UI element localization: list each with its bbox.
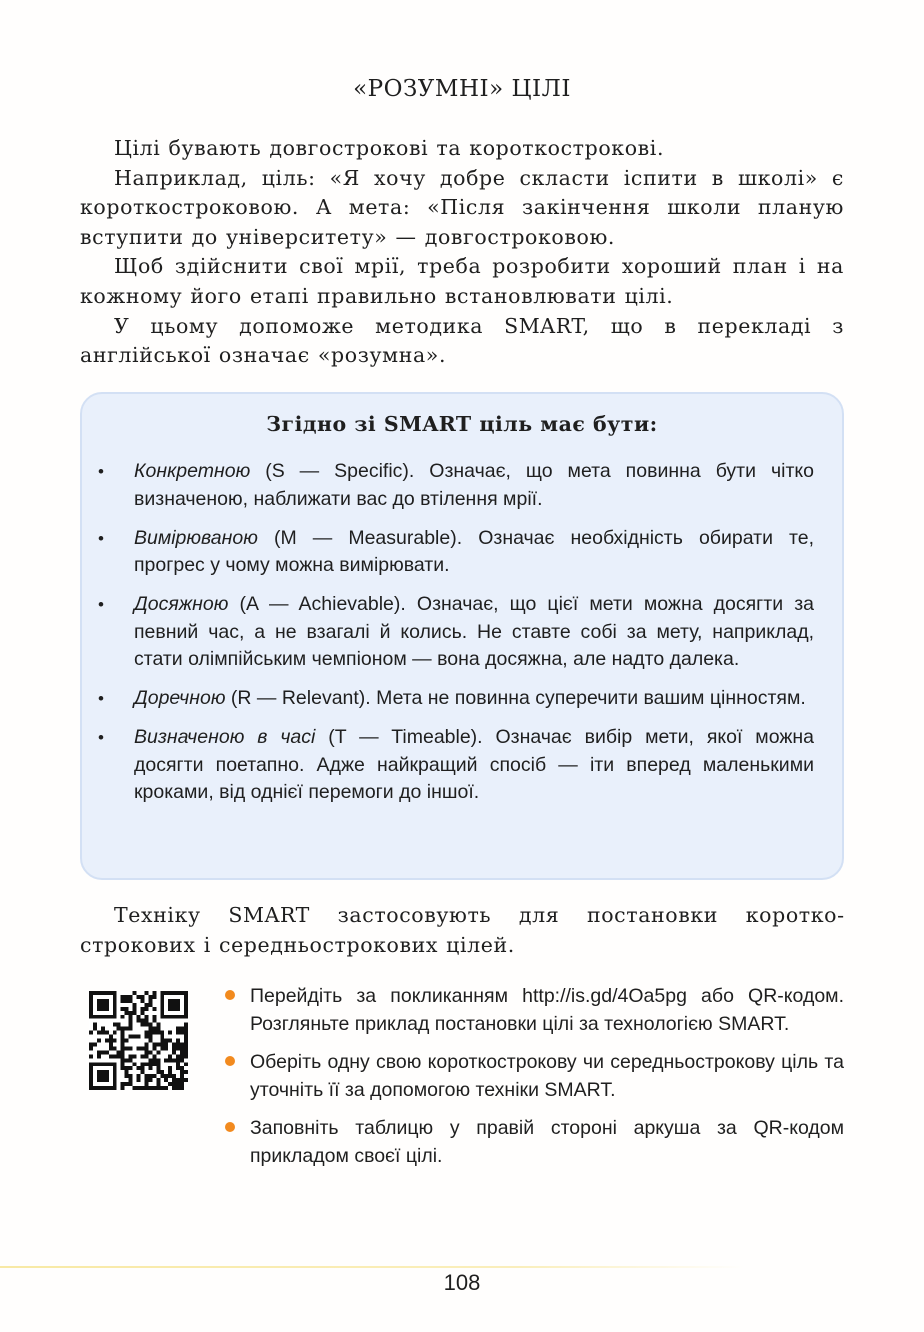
smart-criterion-specific xyxy=(98,458,814,513)
criterion-description: (A — Achievable). Означає, що цієї мети можна досягти за певний час, а не взагалі й колись. Не ставте собі за мету, наприклад, стати олімпійським чемпіоном — вона досяжна, але надто далека. xyxy=(134,593,814,670)
criterion-description: (M — Measurable). Означає необхідність обирати те, прогрес у чому можна вимірювати. xyxy=(134,526,814,576)
intro-paragraph: Наприклад, ціль: «Я хочу добре скласти іспити в школі» є короткостроковою. А мета: «Після закінчення школи планую вступити до університету» — довгостроковою. xyxy=(80,165,844,249)
footer-rule xyxy=(0,1266,744,1268)
task-item xyxy=(250,983,844,1038)
orange-bullet-icon xyxy=(225,1056,235,1066)
task-text: Заповніть таблицю у правій стороні аркуша за QR-кодом прикладом своєї цілі. xyxy=(250,1117,844,1167)
criterion-term: Визначеною в часі xyxy=(134,726,316,748)
smart-box-title: Згідно зі SMART ціль має бути: xyxy=(266,412,658,436)
orange-bullet-icon xyxy=(225,990,235,1000)
bullet-icon: • xyxy=(98,528,104,548)
smart-criteria-box xyxy=(80,392,844,880)
smart-criterion-timeable xyxy=(98,724,814,807)
task-item xyxy=(250,1115,844,1170)
criterion-term: Вимірюваною xyxy=(134,526,258,549)
task-list xyxy=(250,983,844,1181)
orange-bullet-icon xyxy=(225,1122,235,1132)
page-title: «РОЗУМНІ» ЦІЛІ xyxy=(353,76,571,102)
intro-paragraph: Щоб здійснити свої мрії, треба розробити хороший план і на кожному його етапі правильно встановлювати цілі. xyxy=(80,254,844,308)
task-text: Перейдіть за покликанням http://is.gd/4Oa5pg або QR-кодом. Розгляньте приклад постановки цілі за технологією SMART. xyxy=(250,985,844,1035)
smart-criterion-achievable xyxy=(98,591,814,674)
intro-paragraph: Цілі бувають довгострокові та короткострокові. xyxy=(114,136,665,160)
criterion-term: Конкретною xyxy=(134,460,251,482)
task-text: Оберіть одну свою короткострокову чи середньострокову ціль та уточніть її за допомогою техніки SMART. xyxy=(250,1051,844,1101)
criterion-term: Доречною xyxy=(134,687,226,709)
intro-paragraph: У цьому допоможе методика SMART, що в перекладі з англійської означає «розумна». xyxy=(80,313,844,368)
outro-paragraph: Техніку SMART застосовують для постановки короткострокових і середньострокових цілей. xyxy=(80,903,844,957)
smart-criterion-measurable xyxy=(98,525,814,580)
smart-criteria-list xyxy=(98,458,814,818)
criterion-description: (S — Specific). Означає, що мета повинна бути чітко визначеною, наближати вас до втілення мрії. xyxy=(134,460,814,510)
bullet-icon: • xyxy=(98,728,104,747)
outro-text xyxy=(80,901,844,960)
criterion-term: Досяжною xyxy=(134,593,229,615)
bullet-icon: • xyxy=(98,689,104,708)
intro-text xyxy=(80,134,844,371)
bullet-icon: • xyxy=(98,462,104,481)
page-number: 108 xyxy=(443,1270,481,1295)
bullet-icon: • xyxy=(98,595,104,614)
criterion-description: (R — Relevant). Мета не повинна суперечити вашим цінностям. xyxy=(225,687,806,709)
criterion-description: (T — Timeable). Означає вибір мети, якої можна досягти поетапно. Адже найкращий спосіб — іти вперед маленькими кроками, від однієї перемоги до іншої. xyxy=(134,726,814,803)
smart-criterion-relevant xyxy=(98,685,814,713)
task-item xyxy=(250,1049,844,1104)
qr-code-icon[interactable] xyxy=(89,991,188,1090)
